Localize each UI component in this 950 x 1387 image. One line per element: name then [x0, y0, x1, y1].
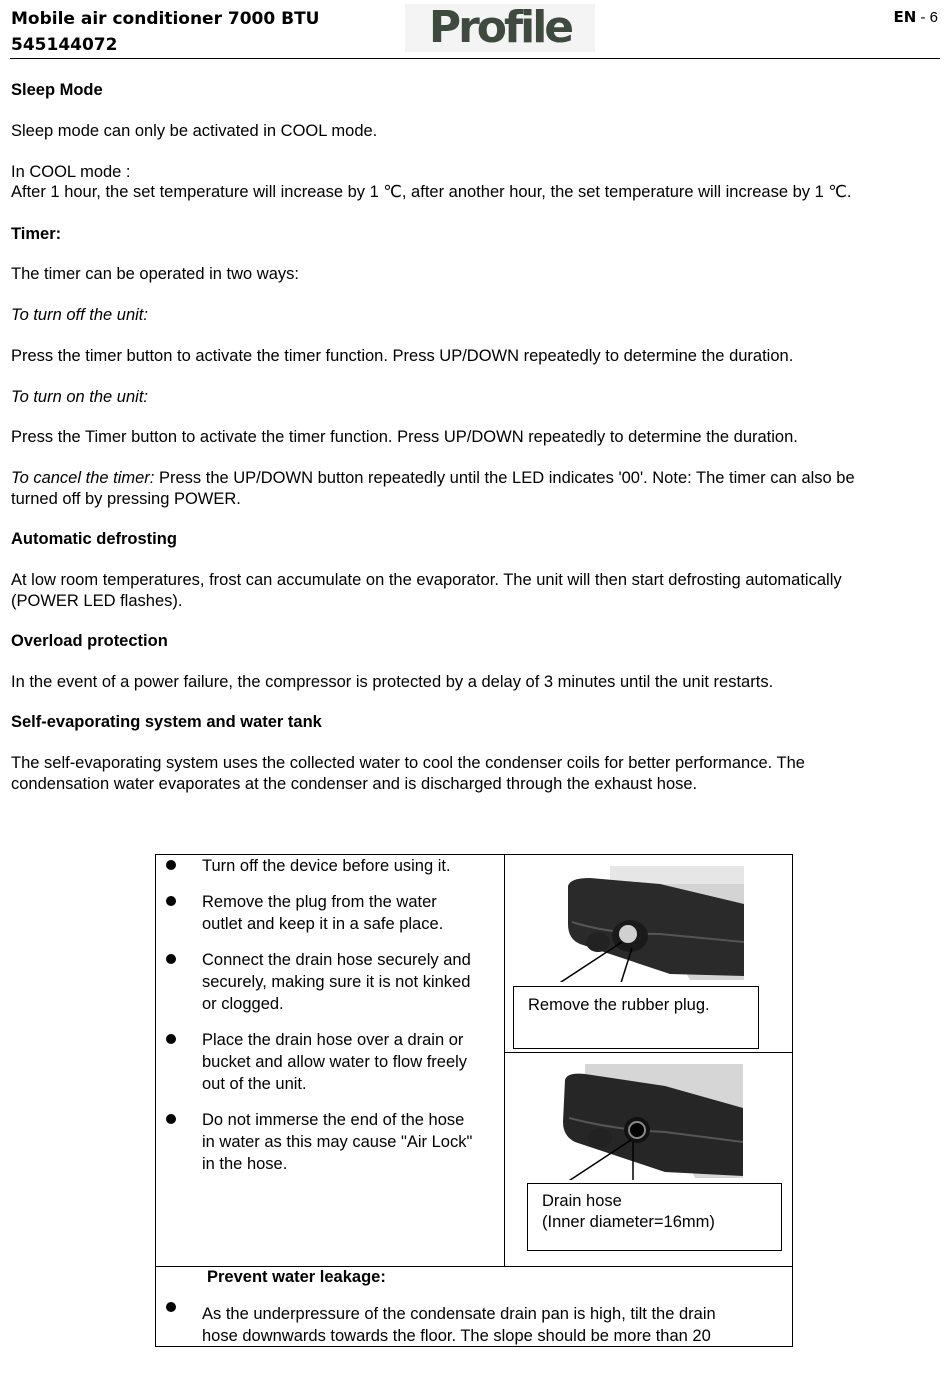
image-cell-divider — [504, 1052, 793, 1053]
bullet-item: Remove the plug from the water outlet and keep it in a safe place. — [202, 893, 444, 933]
defrost-text: At low room temperatures, frost can accumulate on the evaporator. The unit will then start defrosting automatically — [11, 571, 842, 589]
timer-on-label: To turn on the unit: — [11, 388, 148, 406]
defrost-heading: Automatic defrosting — [11, 530, 177, 548]
self-evaporating-heading: Self-evaporating system and water tank — [11, 713, 322, 731]
bullet-dot — [166, 1114, 176, 1124]
bullet-item: Do not immerse the end of the hose in water as this may cause "Air Lock" in the hose. — [202, 1111, 473, 1173]
defrost-text-cont: (POWER LED flashes). — [11, 592, 183, 610]
bullet-item: Turn off the device before using it. — [202, 857, 451, 875]
page-language: EN — [893, 8, 917, 26]
drain-hose-photo — [555, 1062, 745, 1180]
brand-logo — [405, 4, 595, 52]
document-title — [11, 6, 319, 58]
page-index: 6 — [929, 9, 938, 26]
bullet-dot — [166, 896, 176, 906]
timer-heading: Timer: — [11, 225, 62, 243]
prevent-leakage-heading: Prevent water leakage: — [207, 1268, 386, 1286]
page-separator: - — [916, 9, 930, 26]
header-rule — [10, 58, 940, 59]
timer-cancel-label: To cancel the timer: — [11, 469, 155, 487]
cool-mode-label: In COOL mode : — [11, 163, 131, 181]
table-column-divider — [504, 854, 505, 1266]
timer-cancel-text-cont: turned off by pressing POWER. — [11, 490, 241, 508]
bullet-dot — [166, 860, 176, 870]
self-evaporating-text-cont: condensation water evaporates at the condenser and is discharged through the exhaust hose. — [11, 775, 698, 793]
timer-off-text: Press the timer button to activate the timer function. Press UP/DOWN repeatedly to determine the duration. — [11, 347, 794, 365]
page-header — [0, 0, 950, 60]
bullet-item: Place the drain hose over a drain or bucket and allow water to flow freely out of the unit. — [202, 1031, 468, 1093]
timer-on-text: Press the Timer button to activate the timer function. Press UP/DOWN repeatedly to determine the duration. — [11, 428, 798, 446]
timer-cancel-text: Press the UP/DOWN button repeatedly until the LED indicates '00'. Note: The timer can also be — [154, 469, 855, 487]
rubber-plug-caption: Remove the rubber plug. — [513, 986, 759, 1049]
product-name: Mobile air conditioner 7000 BTU — [11, 9, 320, 29]
overload-heading: Overload protection — [11, 632, 168, 650]
product-code: 545144072 — [11, 35, 118, 55]
brand-name: Profile — [428, 2, 572, 53]
cool-mode-text: After 1 hour, the set temperature will increase by 1 ℃, after another hour, the set temperature will increase by 1 ℃. — [11, 183, 852, 201]
sleep-mode-heading: Sleep Mode — [11, 81, 103, 99]
bullet-dot — [166, 954, 176, 964]
bullet-dot — [166, 1034, 176, 1044]
bullet-item: Connect the drain hose securely and securely, making sure it is not kinked or clogged. — [202, 951, 471, 1013]
self-evaporating-text: The self-evaporating system uses the collected water to cool the condenser coils for better performance. The — [11, 754, 805, 772]
sleep-mode-text: Sleep mode can only be activated in COOL mode. — [11, 122, 378, 140]
timer-off-label: To turn off the unit: — [11, 306, 148, 324]
overload-text: In the event of a power failure, the compressor is protected by a delay of 3 minutes until the unit restarts. — [11, 673, 774, 691]
timer-intro: The timer can be operated in two ways: — [11, 265, 299, 283]
page-number — [894, 8, 939, 26]
bullet-dot — [166, 1302, 176, 1312]
timer-cancel-paragraph — [11, 468, 855, 489]
prevent-leakage-text: As the underpressure of the condensate drain pan is high, tilt the drain hose downwards towards the floor. The slope should be more than 20 — [202, 1305, 716, 1345]
drain-port-photo — [550, 864, 750, 982]
drain-hose-caption: Drain hose (Inner diameter=16mm) — [527, 1183, 782, 1251]
